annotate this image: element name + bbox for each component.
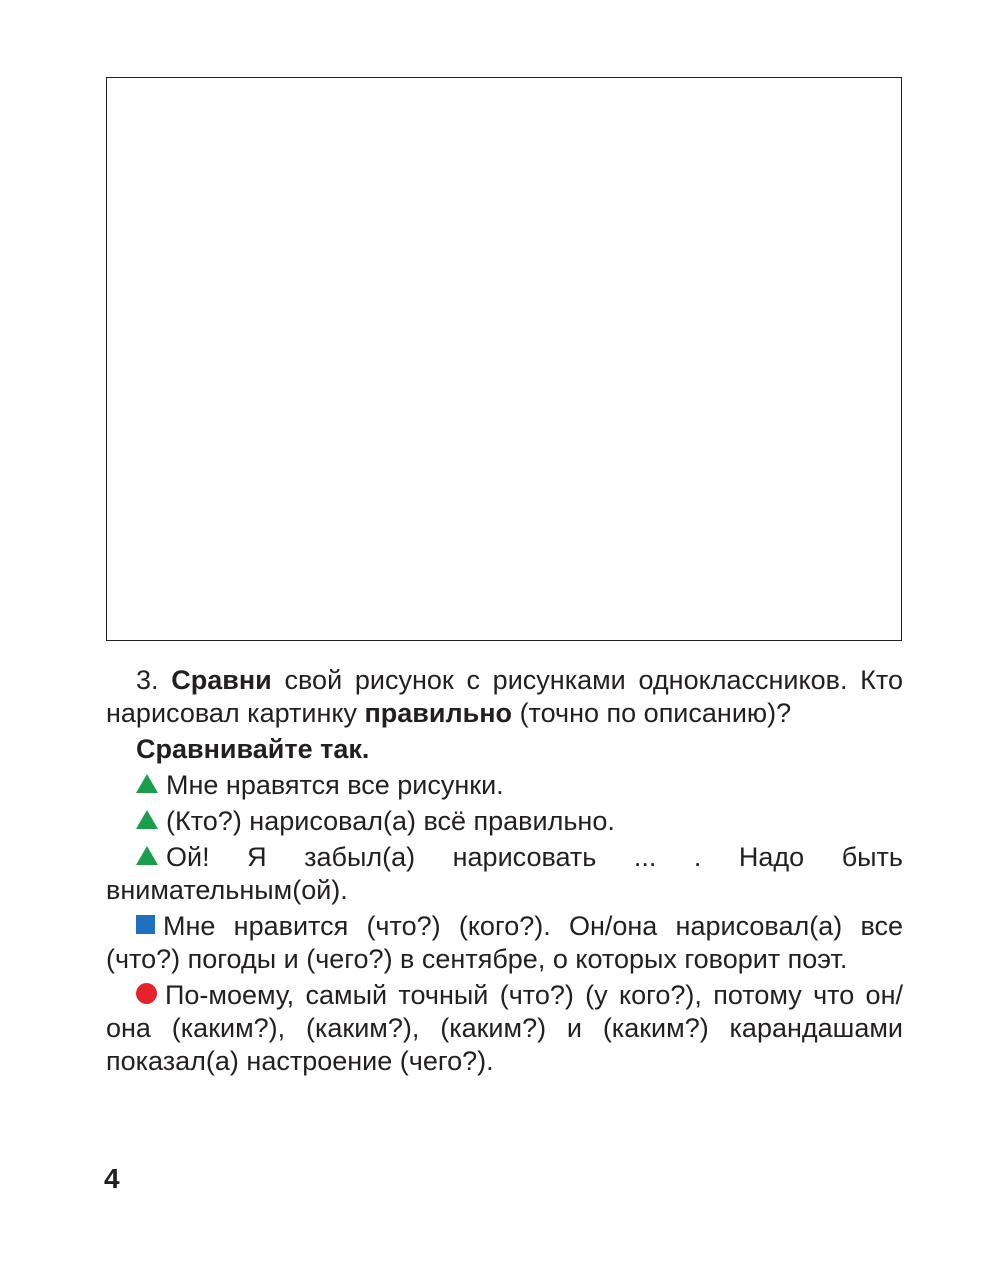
phrase-text: (Кто?) нарисовал(а) всё правильно. — [166, 806, 615, 836]
green-triangle-icon — [136, 774, 158, 793]
exercise-text-a: свой рисунок с рисунками одноклассников. Кто нарисовал картинку — [106, 665, 903, 728]
exercise-emphasis: правильно — [364, 698, 513, 728]
phrase-text: Мне нравится (что?) (кого?). Он/она нарисовал(а) все (что?) погоды и (чего?) в сентябре, о которых говорит поэт. — [106, 911, 903, 974]
phrase-text: По-моему, самый точный (что?) (у кого?), потому что он/она (каким?), (каким?), (каким?) и (каким?) карандашами показал(а) настроение (чего?). — [106, 980, 903, 1076]
exercise-verb: Сравни — [171, 665, 272, 695]
phrase-triangle-3 — [106, 841, 903, 907]
phrase-text: Мне нравятся все рисунки. — [166, 770, 504, 800]
exercise-text-b: (точно по описанию)? — [512, 698, 792, 728]
exercise-3-task — [106, 664, 903, 730]
phrase-circle — [106, 979, 903, 1078]
red-circle-icon — [136, 983, 157, 1004]
phrase-triangle-1 — [106, 769, 903, 802]
page-number: 4 — [104, 1163, 120, 1194]
phrase-text: Ой! Я забыл(а) нарисовать ... . Надо быть внимательным(ой). — [106, 842, 903, 905]
exercise-number: 3. — [136, 665, 159, 695]
green-triangle-icon — [136, 846, 158, 865]
sample-heading: Сравнивайте так. — [136, 734, 370, 764]
exercise-block — [106, 664, 903, 1081]
drawing-frame — [106, 77, 902, 641]
phrase-square — [106, 910, 903, 976]
blue-square-icon — [136, 915, 155, 934]
green-triangle-icon — [136, 810, 158, 829]
phrase-triangle-2 — [106, 805, 903, 838]
